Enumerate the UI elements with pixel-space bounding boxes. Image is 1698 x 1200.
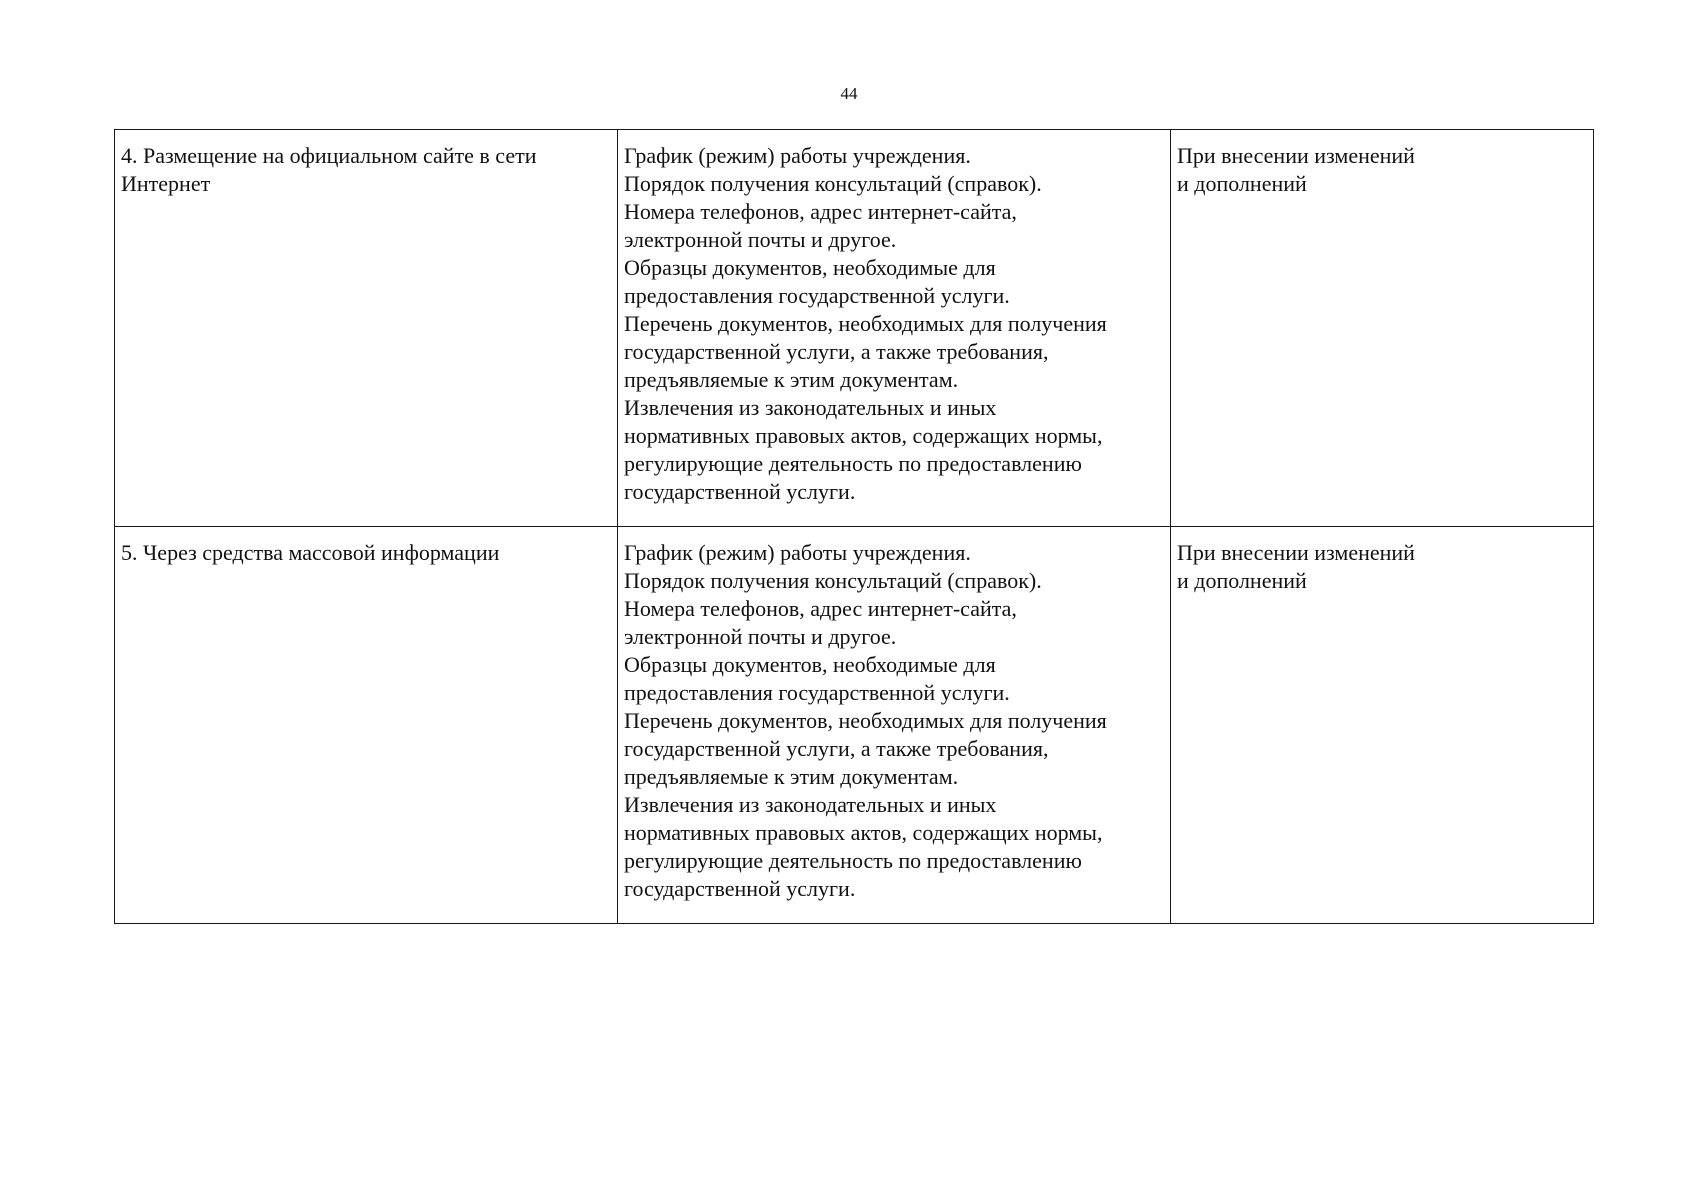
content-text-line: Номера телефонов, адрес интернет-сайта, <box>624 199 1017 224</box>
content-text-line: Образцы документов, необходимые для <box>624 255 996 280</box>
content-text-line: нормативных правовых актов, содержащих нормы, <box>624 423 1103 448</box>
timing-text-line: При внесении изменений <box>1177 143 1415 168</box>
timing-text-line: и дополнений <box>1177 568 1307 593</box>
content-text-line: предоставления государственной услуги. <box>624 680 1010 705</box>
content-text-line: Извлечения из законодательных и иных <box>624 792 997 817</box>
content-text-line: электронной почты и другое. <box>624 227 897 252</box>
content-text-line: предоставления государственной услуги. <box>624 283 1010 308</box>
table-row <box>115 527 1594 924</box>
content-text-line: предъявляемые к этим документам. <box>624 367 959 392</box>
content-text-line: электронной почты и другое. <box>624 624 897 649</box>
content-text-line: предъявляемые к этим документам. <box>624 764 959 789</box>
timing-text-line: При внесении изменений <box>1177 540 1415 565</box>
content-text-line: Порядок получения консультаций (справок). <box>624 171 1042 196</box>
content-text-line: государственной услуги. <box>624 479 856 504</box>
content-text-line: государственной услуги. <box>624 876 856 901</box>
timing-cell <box>1171 130 1594 527</box>
content-text-line: Образцы документов, необходимые для <box>624 652 996 677</box>
method-cell <box>115 527 618 924</box>
method-text-line: Интернет <box>121 171 211 196</box>
timing-cell <box>1171 527 1594 924</box>
content-text-line: регулирующие деятельность по предоставлению <box>624 451 1082 476</box>
information-table <box>114 129 1594 924</box>
method-cell <box>115 130 618 527</box>
content-text-line: Порядок получения консультаций (справок). <box>624 568 1042 593</box>
content-text-line: регулирующие деятельность по предоставлению <box>624 848 1082 873</box>
content-text-line: нормативных правовых актов, содержащих нормы, <box>624 820 1103 845</box>
method-text-line: 5. Через средства массовой информации <box>121 540 500 565</box>
content-text-line: Перечень документов, необходимых для получения <box>624 708 1107 733</box>
content-text-line: Извлечения из законодательных и иных <box>624 395 997 420</box>
content-cell <box>618 527 1171 924</box>
content-text-line: Перечень документов, необходимых для получения <box>624 311 1107 336</box>
content-text-line: государственной услуги, а также требования, <box>624 736 1049 761</box>
content-text-line: Номера телефонов, адрес интернет-сайта, <box>624 596 1017 621</box>
page-number: 44 <box>840 84 858 103</box>
content-text-line: График (режим) работы учреждения. <box>624 540 971 565</box>
timing-text-line: и дополнений <box>1177 171 1307 196</box>
content-text-line: государственной услуги, а также требования, <box>624 339 1049 364</box>
content-cell <box>618 130 1171 527</box>
table-row <box>115 130 1594 527</box>
method-text-line: 4. Размещение на официальном сайте в сети <box>121 143 537 168</box>
content-text-line: График (режим) работы учреждения. <box>624 143 971 168</box>
